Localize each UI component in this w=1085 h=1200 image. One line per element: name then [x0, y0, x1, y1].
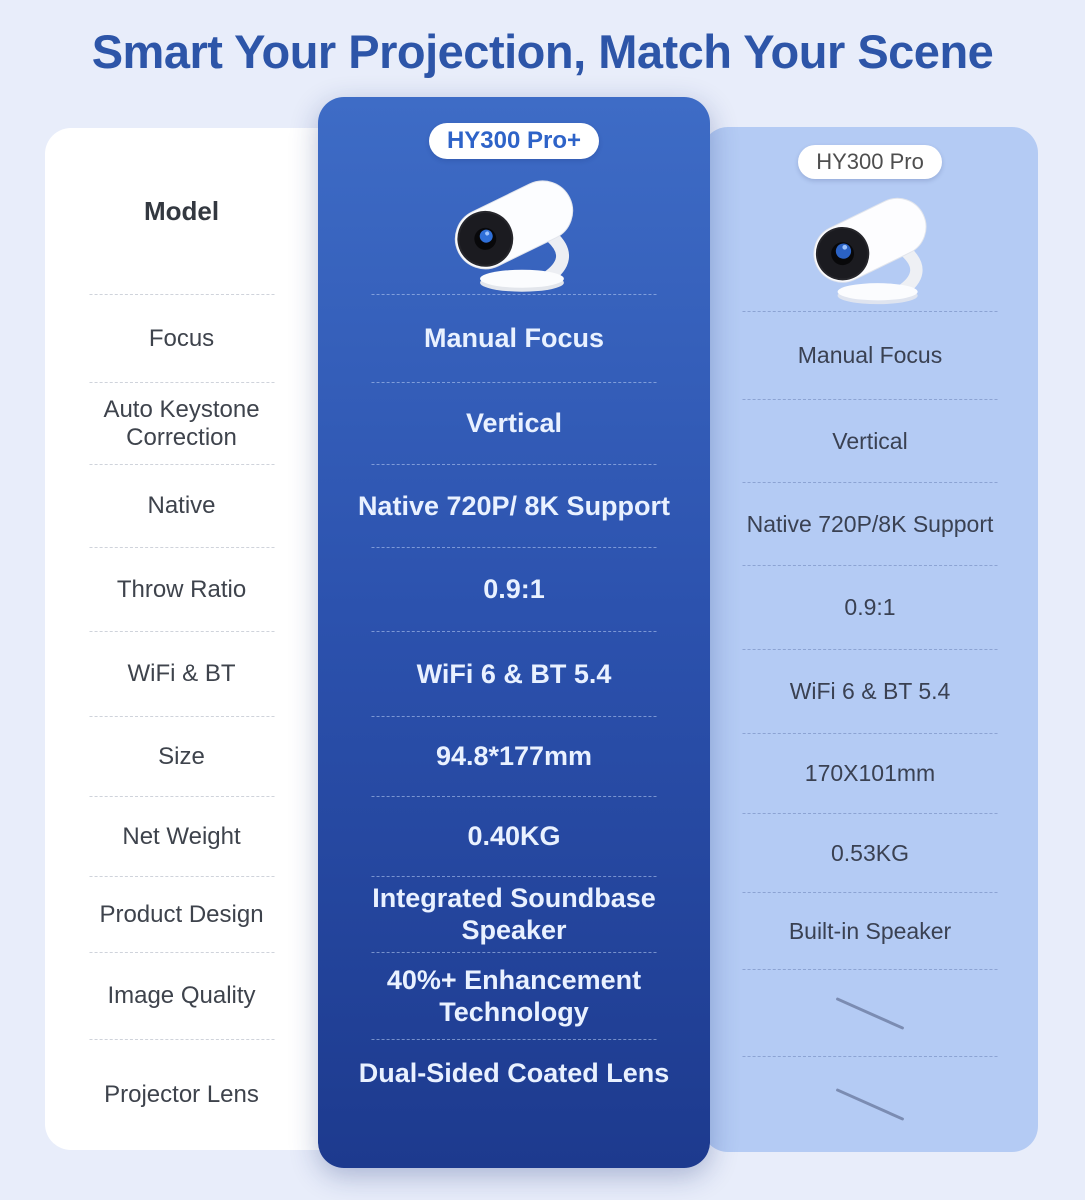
pro-plus-value-row: [318, 465, 710, 548]
spec-label-row: [45, 295, 318, 383]
pro-value-row: [702, 970, 1038, 1057]
spec-label-row: [45, 383, 318, 465]
spec-value: WiFi 6 & BT 5.4: [416, 658, 612, 689]
pro-value-row: [702, 1057, 1038, 1152]
pro-plus-header-row: [318, 97, 710, 295]
spec-value: Integrated Soundbase Speaker: [372, 883, 656, 945]
na-slash-icon: [836, 997, 905, 1030]
spec-value: 170X101mm: [804, 760, 936, 787]
spec-value: 40%+ Enhancement Technology: [386, 964, 642, 1027]
na-slash-icon: [836, 1088, 905, 1121]
pro-plus-value-row: [318, 383, 710, 465]
spec-label-row: [45, 632, 318, 717]
spec-label-row: [45, 953, 318, 1040]
pro-value-row: [702, 400, 1038, 483]
pro-plus-value-row: [318, 295, 710, 383]
spec-label: Auto Keystone Correction: [103, 395, 260, 451]
spec-label: Native: [147, 492, 216, 520]
projector-image: [424, 167, 604, 295]
spec-value: Vertical: [465, 408, 563, 439]
spec-value: Vertical: [832, 427, 908, 454]
pro-plus-badge: HY300 Pro+: [429, 123, 599, 159]
spec-value: Manual Focus: [423, 323, 605, 354]
pro-value-row: [702, 814, 1038, 893]
spec-label-row: [45, 797, 318, 877]
spec-value: Dual-Sided Coated Lens: [358, 1058, 670, 1088]
pro-badge: HY300 Pro: [798, 145, 942, 179]
spec-label: Focus: [148, 324, 215, 352]
spec-value: Manual Focus: [797, 342, 943, 369]
spec-value: 0.40KG: [467, 821, 561, 852]
spec-value: Native 720P/8K Support: [746, 510, 994, 537]
pro-value-row: [702, 483, 1038, 566]
spec-label: Projector Lens: [104, 1080, 259, 1108]
spec-label: Net Weight: [122, 822, 241, 850]
spec-label: Image Quality: [107, 982, 256, 1010]
spec-label-row: [45, 1040, 318, 1150]
pro-value-row: [702, 566, 1038, 650]
spec-label: Product Design: [99, 900, 264, 928]
pro-plus-value-row: [318, 548, 710, 632]
spec-value: 0.53KG: [831, 839, 909, 866]
pro-plus-value-row: [318, 953, 710, 1040]
pro-value-row: [702, 312, 1038, 400]
spec-value: 0.9:1: [844, 594, 896, 621]
pro-plus-value-row: [318, 877, 710, 953]
pro-plus-value-row: [318, 797, 710, 877]
hy300-pro-panel: [702, 127, 1038, 1152]
model-header-row: [45, 128, 318, 295]
spec-label: Size: [158, 742, 205, 770]
spec-label: WiFi & BT: [127, 660, 236, 688]
spec-value: Native 720P/ 8K Support: [357, 490, 671, 521]
spec-value: WiFi 6 & BT 5.4: [789, 678, 951, 705]
pro-value-row: [702, 893, 1038, 970]
spec-label-row: [45, 548, 318, 632]
spec-label-row: [45, 717, 318, 797]
spec-value: 94.8*177mm: [435, 741, 593, 772]
spec-value: 0.9:1: [483, 574, 545, 605]
spec-label-row: [45, 877, 318, 953]
spec-label: Throw Ratio: [116, 575, 247, 603]
projector-image: [784, 185, 956, 307]
spec-value: Built-in Speaker: [788, 917, 952, 944]
pro-value-row: [702, 734, 1038, 814]
pro-plus-value-row: [318, 717, 710, 797]
pro-header-row: [702, 127, 1038, 312]
spec-label-row: [45, 465, 318, 548]
column-header-model: Model: [143, 196, 220, 227]
page-title: Smart Your Projection, Match Your Scene: [91, 25, 994, 78]
pro-plus-value-row: [318, 632, 710, 717]
hy300-pro-plus-panel: [318, 97, 710, 1168]
pro-plus-value-row: [318, 1040, 710, 1168]
pro-value-row: [702, 650, 1038, 734]
